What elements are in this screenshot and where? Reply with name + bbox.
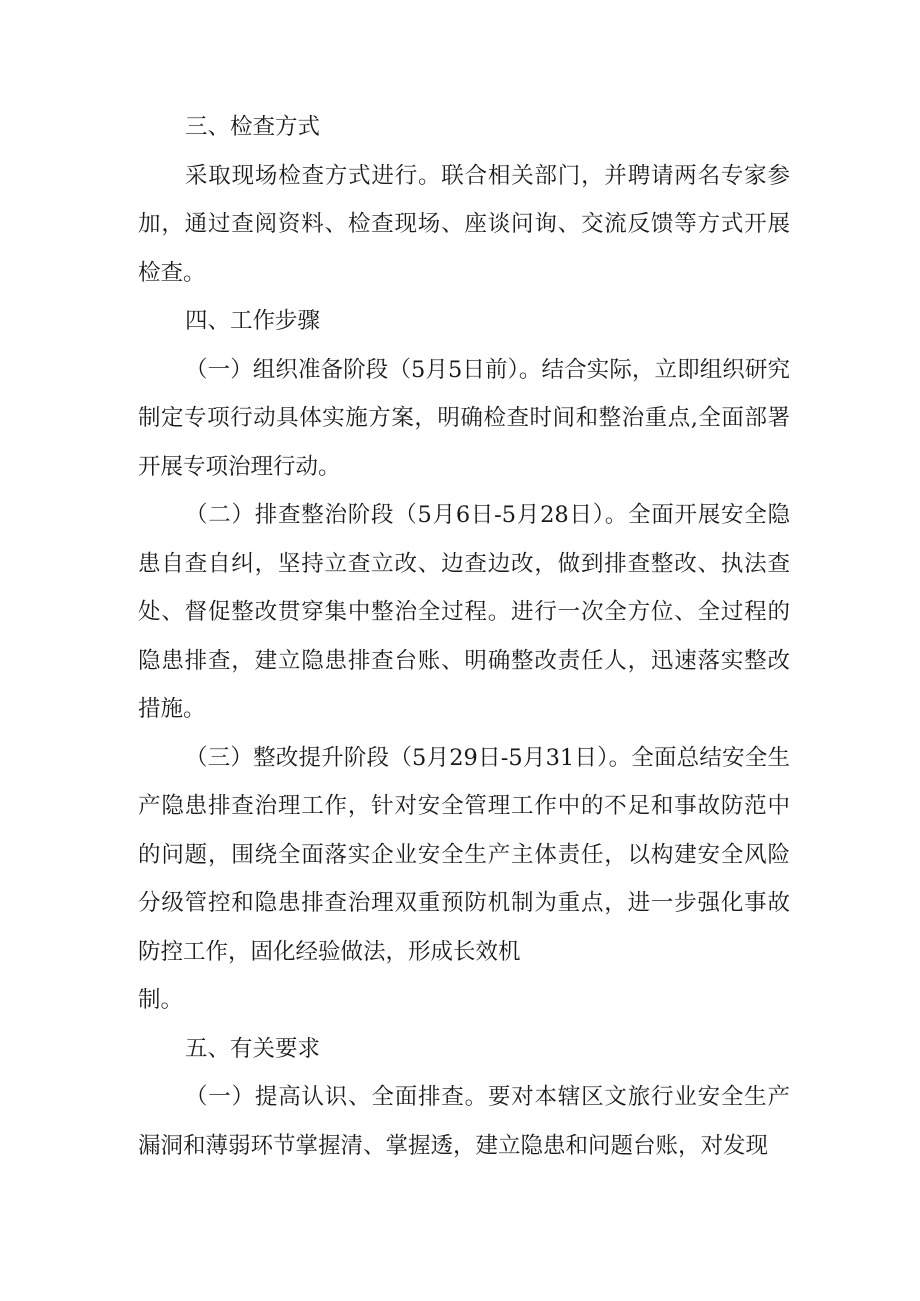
document-page: [138, 103, 790, 1170]
section-heading-inspection-method: 三、检查方式: [185, 114, 321, 140]
paragraph-inspection-method: 采取现场检查方式进行。联合相关部门，并聘请两名专家参加，通过查阅资料、检查现场、座谈问询、交流反馈等方式开展检查。: [138, 162, 790, 286]
paragraph-step-rectification: （二）排查整治阶段（5月6日-5月28日）。全面开展安全隐患自查自纠，坚持立查立改、边查边改，做到排查整改、执法查处、督促整改贯穿集中整治全过程。进行一次全方位、全过程的隐患排查，建立隐患排查台账、明确整改责任人，迅速落实整改措施。: [138, 502, 790, 722]
paragraph-step-improvement: [138, 734, 790, 1025]
paragraph-line: 制。: [138, 987, 184, 1013]
section-heading-requirements: 五、有关要求: [185, 1035, 321, 1062]
paragraph-requirement-awareness: （一）提高认识、全面排查。要对本辖区文旅行业安全生产漏洞和薄弱环节掌握清、掌握透，建立隐患和问题台账，对发现: [138, 1084, 790, 1159]
paragraph-line: （三）整改提升阶段（5月29日-5月31日）。全面总结安全生产隐患排查治理工作，针对安全管理工作中的不足和事故防范中的问题，围绕全面落实企业安全生产主体责任，以构建安全风险分级管控和隐患排查治理双重预防机制为重点，进一步强化事故防控工作，固化经验做法，形成长效机: [138, 744, 790, 965]
section-heading-work-steps: 四、工作步骤: [185, 308, 321, 334]
paragraph-step-preparation: （一）组织准备阶段（5月5日前）。结合实际，立即组织研究制定专项行动具体实施方案，明确检查时间和整治重点,全面部署开展专项治理行动。: [138, 356, 790, 480]
